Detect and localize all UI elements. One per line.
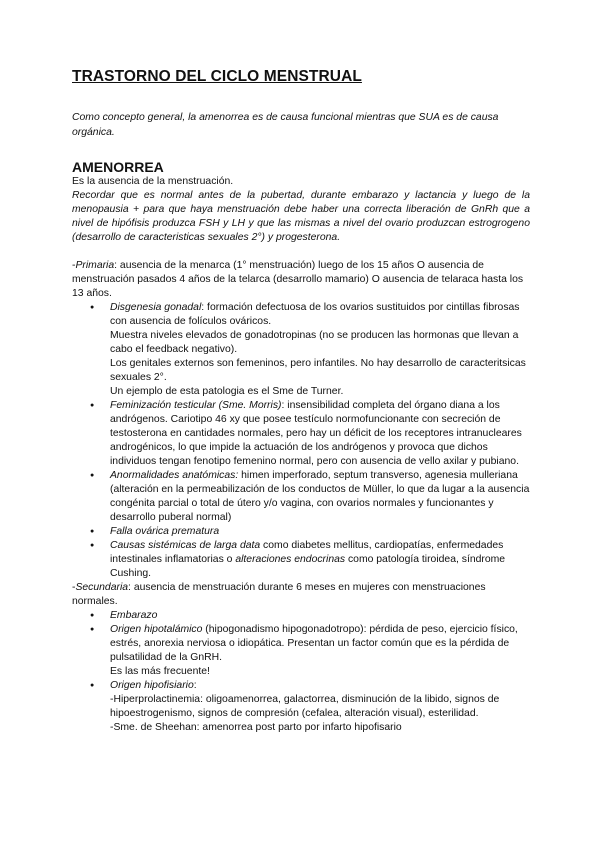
item-term: Anormalidades anatómicas: bbox=[110, 470, 239, 481]
list-item bbox=[110, 609, 530, 623]
item-term: alteraciones endocrinas bbox=[235, 554, 346, 565]
item-extra: Un ejemplo de esta patologia es el Sme de Turner. bbox=[110, 386, 344, 397]
primaria-list bbox=[72, 301, 530, 581]
amenorrea-note: Recordar que es normal antes de la pubertad, durante embarazo y lactancia y luego de la menopausia + para que haya menstruación debe haber una correcta liberación de GnRh que a nivel de hipófisis produzca FSH y LH y que las mismas a nivel del ovario produzcan estrogrogeno (desarrollo de caracteristicas sexuales 2°) y progesterona. bbox=[72, 190, 530, 243]
item-term: Origen hipotalámico bbox=[110, 624, 203, 635]
primaria-label: Primaria bbox=[75, 260, 115, 271]
item-term: Feminización testicular (Sme. Morris) bbox=[110, 400, 282, 411]
list-item bbox=[110, 469, 530, 525]
item-text: (hipogonadismo hipogonadotropo): pérdida de peso, ejercicio físico, estrés, anorexia nerviosa o idiopática. Presentan un factor común que es la pérdida de pulsatilidad de la GnRH. bbox=[110, 624, 518, 663]
list-item bbox=[110, 525, 530, 539]
list-item bbox=[110, 679, 530, 735]
item-text: como patología tiroidea, síndrome Cushing. bbox=[110, 554, 506, 579]
secundaria-paragraph bbox=[72, 581, 530, 609]
document-page bbox=[72, 68, 530, 735]
item-term: Disgenesia gonadal bbox=[110, 302, 202, 313]
item-term: Origen hipofisiario bbox=[110, 680, 194, 691]
item-text: : insensibilidad completa del órgano diana a los andrógenos. Cariotipo 46 xy que posee testículo normofuncionante con secreción de testosterona en cantidades normales, pero hay un déficit de los receptores intranucleares androgénicos, lo que impide la actuación de los andrógenos y provoca que dichos individuos tengan fenotipo femenino normal, pero con ausencia de vello axilar y pubiano. bbox=[110, 400, 522, 467]
list-item bbox=[110, 301, 530, 399]
page-title: TRASTORNO DEL CICLO MENSTRUAL bbox=[72, 68, 362, 85]
secundaria-list bbox=[72, 609, 530, 735]
item-extra: Es las más frecuente! bbox=[110, 666, 210, 677]
item-text: himen imperforado, septum transverso, agenesia mulleriana (alteración en la permeabilización de los conductos de Müller, lo que da lugar a la ausencia congénita parcial o total de útero y/o vagina, con ovarios normales y funcionantes y desarrollo puberal normal) bbox=[110, 470, 530, 523]
primaria-prefix: - bbox=[72, 260, 76, 271]
item-extra: -Hiperprolactinemia: oligoamenorrea, galactorrea, disminución de la libido, signos de hipoestrogenismo, signos de compresión (cefalea, alteración visual), esterilidad. bbox=[110, 694, 500, 719]
item-extra: -Sme. de Sheehan: amenorrea post parto por infarto hipofisario bbox=[110, 722, 402, 733]
item-term: Causas sistémicas de larga data bbox=[110, 540, 261, 551]
item-text: : bbox=[193, 680, 197, 691]
secundaria-label: Secundaria bbox=[75, 582, 129, 593]
item-text: como diabetes mellitus, cardiopatías, enfermedades intestinales inflamatorias o bbox=[110, 540, 504, 565]
item-extra: Muestra niveles elevados de gonadotropinas (no se producen las hormonas que llevan a cabo el feedback negativo). bbox=[110, 330, 519, 355]
item-text: : formación defectuosa de los ovarios sustituidos por cintillas fibrosas con ausencia de folículos ováricos. bbox=[110, 302, 520, 327]
intro-paragraph: Como concepto general, la amenorrea es de causa funcional mientras que SUA es de causa orgánica. bbox=[72, 112, 499, 138]
amenorrea-definition: Es la ausencia de la menstruación. bbox=[72, 176, 234, 187]
primaria-paragraph bbox=[72, 259, 530, 301]
item-term: Embarazo bbox=[110, 610, 158, 621]
secundaria-prefix: - bbox=[72, 582, 76, 593]
secundaria-text: : ausencia de menstruación durante 6 meses en mujeres con menstruaciones normales. bbox=[72, 582, 486, 607]
item-extra: Los genitales externos son femeninos, pero infantiles. No hay desarrollo de caracteritsicas sexuales 2°. bbox=[110, 358, 526, 383]
list-item bbox=[110, 399, 530, 469]
list-item bbox=[110, 539, 530, 581]
primaria-text: : ausencia de la menarca (1° menstruación) luego de los 15 años O ausencia de menstruación pasados 4 años de la telarca (desarrollo mamario) O ausencia de telaraca hasta los 13 años. bbox=[72, 260, 524, 299]
section-heading-amenorrea: AMENORREA bbox=[72, 159, 164, 175]
item-term: Falla ovárica prematura bbox=[110, 526, 220, 537]
list-item bbox=[110, 623, 530, 679]
